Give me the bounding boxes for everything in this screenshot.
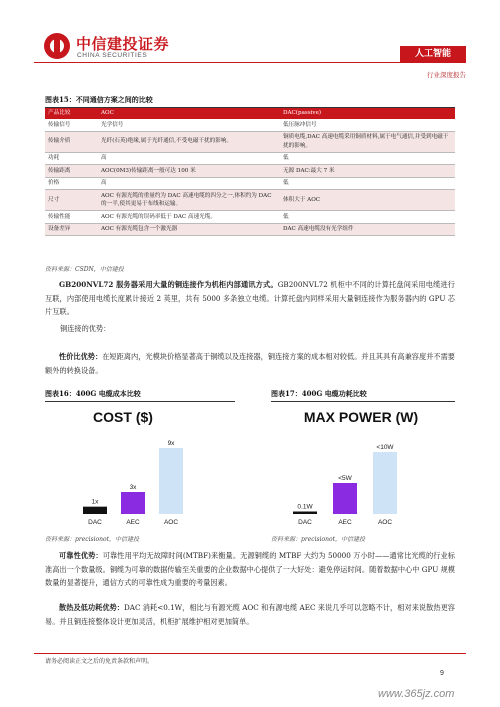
page-number: 9 <box>440 670 444 677</box>
category-label: DAC <box>298 519 312 526</box>
table-cell: AOC 有源光缆包含一个激光器 <box>98 223 280 236</box>
paragraph-text: GB200NVL72 机柜中不同的计算托盘间采用电缆进行互联，内部使用电缆长度累计接近 2 英里，共有 5000 多条独立电缆。计算托盘内同样采用大量铜连接作为服务器内的 GPU 芯片互联。 <box>45 280 455 316</box>
fig15-title: 图表15：不同通信方案之间的比较 <box>45 95 153 104</box>
data-label: 1x <box>91 498 99 506</box>
fig17-rule <box>271 401 455 402</box>
category-label: DAC <box>88 519 102 526</box>
table-cell: 光纤(石英)绝缘,属于光纤通信,不受电磁干扰的影响。 <box>98 131 280 152</box>
table-row <box>45 152 455 165</box>
header-rule <box>34 62 466 63</box>
paragraph-lead: 散热及低功耗优势： <box>59 603 125 612</box>
table-row <box>45 211 455 224</box>
table-cell: 传输距离 <box>45 165 98 178</box>
paragraph-lead: GB200NVL72 服务器采用大量的铜连接作为机柜内部通讯方式。 <box>59 280 278 289</box>
table-cell: 低压脉冲信号 <box>280 119 455 131</box>
table-row <box>45 119 455 131</box>
chart-title: MAX POWER (W) <box>303 409 419 425</box>
table-header-cell: 产品比较 <box>45 108 98 119</box>
fig16-source: 资料来源：precisionot，中信建投 <box>45 536 140 543</box>
power-chart <box>271 404 455 532</box>
fig15-source: 资料来源：CSDN，中信建投 <box>45 266 124 273</box>
bar-aoc <box>159 448 183 514</box>
category-label: AEC <box>338 519 352 526</box>
table-row <box>45 177 455 190</box>
footer-rule <box>34 653 466 654</box>
data-label: 3x <box>129 484 137 491</box>
table-header-row <box>45 108 455 119</box>
table-cell: 设备差异 <box>45 223 98 236</box>
table-cell: 尺寸 <box>45 190 98 211</box>
company-logo <box>44 33 70 59</box>
paragraph-lead: 可靠性优势： <box>59 551 103 560</box>
category-label: AOC <box>163 519 179 526</box>
fig17-title: 图表17：400G 电缆功耗比较 <box>271 389 367 398</box>
fig16-rule <box>45 401 235 402</box>
table-cell: 高 <box>98 177 280 190</box>
table-cell: AOC 有源光缆的重量约为 DAC 高速电缆的四分之一,体积约为 DAC 的一半,使其更易于布线和运输。 <box>98 190 280 211</box>
table-cell: 低 <box>280 211 455 224</box>
data-label: <10W <box>376 444 394 451</box>
table-cell: 价格 <box>45 177 98 190</box>
table-cell: DAC 高速电缆没有光学组件 <box>280 223 455 236</box>
bar-aec <box>333 483 357 514</box>
paragraph-text: 可靠性用平均无故障时间(MTBF)来衡量。无源铜缆的 MTBF 大约为 50000 万小时——通常比光缆的行业标准高出一个数量级。铜缆为可靠的数据传输至关重要的企业数据中心提供了一大好处：避免停运时间。随着数据中心中 GPU 规模数量的显著提升，通信方式的可靠性成为重要的考量因素。 <box>45 551 455 587</box>
paragraph-text: 在短距离内，光模块价格显著高于铜缆以及连接器，铜连接方案的成本相对较低。并且其具有高兼容度并不需要额外的转换设备。 <box>45 352 455 375</box>
table-row <box>45 131 455 152</box>
paragraph-lead: 性价比优势： <box>59 352 103 361</box>
table-cell: 光学信号 <box>98 119 280 131</box>
disclaimer-text: 请务必阅读正文之后的免责条款和声明。 <box>45 658 154 665</box>
section-tag: 人工智能 <box>400 46 466 62</box>
watermark-text: www.365jz.com <box>378 688 455 700</box>
table-cell: 体积大于 AOC <box>280 190 455 211</box>
cost-chart <box>45 404 235 532</box>
brand-name-en: CHINA SECURITIES <box>77 52 148 59</box>
data-label: <5W <box>338 475 352 482</box>
paragraph-reliability-advantage <box>45 549 455 590</box>
table-cell: AOC(0M3)传输距离一般可达 100 米 <box>98 165 280 178</box>
bar-dac <box>83 507 107 514</box>
table-row <box>45 190 455 211</box>
table-cell: 功耗 <box>45 152 98 165</box>
subheading-advantages: 铜连接的优势： <box>60 324 111 333</box>
chart-title: COST ($) <box>93 409 153 425</box>
table-header-cell: AOC <box>98 108 280 119</box>
table-cell: 传输介质 <box>45 131 98 152</box>
table-cell: AOC 有源光缆的误码率低于 DAC 高速光缆。 <box>98 211 280 224</box>
paragraph-power-advantage <box>45 601 455 628</box>
bar-aec <box>121 492 145 514</box>
table-cell: 传输信号 <box>45 119 98 131</box>
table-row <box>45 223 455 236</box>
category-label: AOC <box>377 519 393 526</box>
paragraph-text: DAC 消耗<0.1W，相比与有源光缆 AOC 和有源电缆 AEC 来说几乎可以忽略不计，相对来说散热更容易。并且铜连接整体设计更加灵活，机柜扩展维护相对更加简单。 <box>45 603 455 626</box>
data-label: 0.1W <box>297 503 313 511</box>
table-cell: 高 <box>98 152 280 165</box>
table-cell: 低 <box>280 177 455 190</box>
table-cell: 低 <box>280 152 455 165</box>
brand-name-cn: 中信建投证券 <box>76 35 170 53</box>
data-label: 9x <box>167 440 175 447</box>
fig17-source: 资料来源：precisionot，中信建投 <box>271 536 366 543</box>
paragraph-cost-advantage <box>45 350 455 377</box>
table-cell: 铜质电缆,DAC 高速电缆采用铜质材料,属于电气通信,并受到电磁干扰的影响。 <box>280 131 455 152</box>
table-cell: 无源 DAC:最大 7 米 <box>280 165 455 178</box>
table-row <box>45 165 455 178</box>
report-type: 行业深度报告 <box>427 71 466 79</box>
bar-aoc <box>373 452 397 514</box>
fig16-title: 图表16：400G 电缆成本比较 <box>45 389 141 398</box>
comparison-table <box>45 108 455 236</box>
paragraph-copper-interconnect <box>45 278 455 319</box>
table-header-cell: DAC(passive) <box>280 108 455 119</box>
table-cell: 传输性能 <box>45 211 98 224</box>
category-label: AEC <box>126 519 140 526</box>
bar-dac <box>293 512 317 515</box>
